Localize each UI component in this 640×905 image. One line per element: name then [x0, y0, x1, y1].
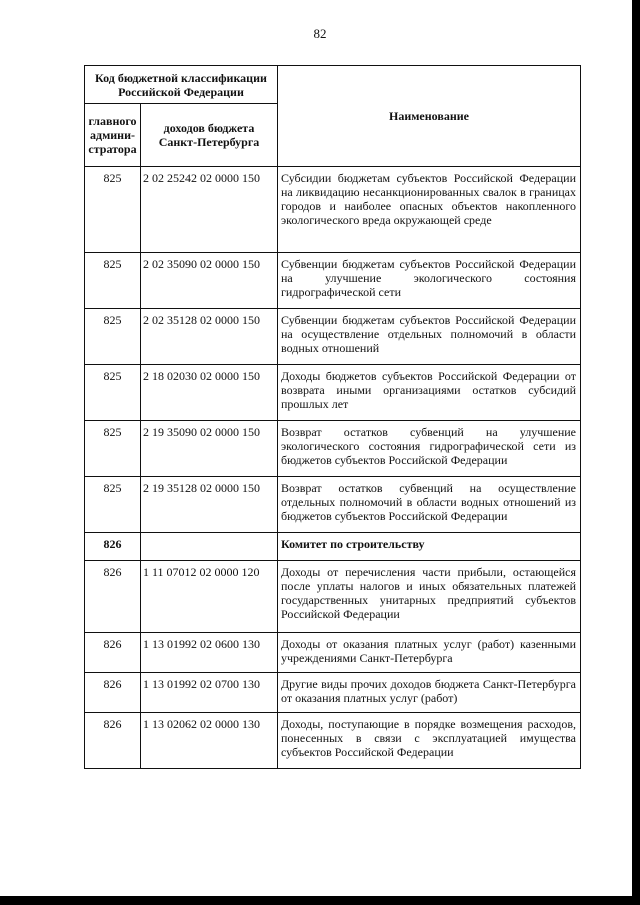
cell-revenue-code — [141, 533, 278, 561]
cell-revenue-code: 2 02 35090 02 0000 150 — [141, 253, 278, 309]
header-revenue-code: доходов бюджета Санкт-Петербурга — [141, 104, 278, 167]
header-name: Наименование — [278, 66, 581, 167]
table-row — [85, 713, 581, 769]
table-row — [85, 253, 581, 309]
scan-frame-right — [632, 0, 640, 905]
cell-revenue-code: 2 02 35128 02 0000 150 — [141, 309, 278, 365]
scan-frame-bottom — [0, 896, 640, 905]
table-row — [85, 421, 581, 477]
cell-revenue-name: Доходы от оказания платных услуг (работ) казенными учреждениями Санкт-Петербурга — [278, 633, 581, 673]
cell-revenue-code: 2 18 02030 02 0000 150 — [141, 365, 278, 421]
table-row — [85, 309, 581, 365]
cell-admin-code: 825 — [85, 365, 141, 421]
table-row — [85, 673, 581, 713]
cell-admin-code: 826 — [85, 533, 141, 561]
header-admin: главного админи-стратора — [85, 104, 141, 167]
cell-admin-code: 826 — [85, 633, 141, 673]
cell-revenue-name: Субвенции бюджетам субъектов Российской Федерации на улучшение экологического состояния гидрографической сети — [278, 253, 581, 309]
table-row — [85, 477, 581, 533]
cell-admin-code: 826 — [85, 713, 141, 769]
cell-revenue-name: Доходы, поступающие в порядке возмещения расходов, понесенных в связи с эксплуатацией имущества субъектов Российской Федерации — [278, 713, 581, 769]
cell-revenue-code: 1 13 01992 02 0700 130 — [141, 673, 278, 713]
cell-revenue-name: Доходы от перечисления части прибыли, остающейся после уплаты налогов и иных обязательных платежей государственных унитарных предприятий субъектов Российской Федерации — [278, 561, 581, 633]
cell-revenue-name: Комитет по строительству — [278, 533, 581, 561]
table-row — [85, 533, 581, 561]
cell-revenue-code: 1 13 02062 02 0000 130 — [141, 713, 278, 769]
budget-classification-table — [84, 65, 581, 769]
cell-admin-code: 825 — [85, 309, 141, 365]
cell-revenue-name: Возврат остатков субвенций на улучшение экологического состояния гидрографической сети из бюджетов субъектов Российской Федерации — [278, 421, 581, 477]
table-row — [85, 365, 581, 421]
table-row — [85, 633, 581, 673]
cell-revenue-name: Другие виды прочих доходов бюджета Санкт-Петербурга от оказания платных услуг (работ) — [278, 673, 581, 713]
cell-revenue-code: 1 11 07012 02 0000 120 — [141, 561, 278, 633]
cell-revenue-code: 2 19 35128 02 0000 150 — [141, 477, 278, 533]
table-row — [85, 561, 581, 633]
page-number: 82 — [313, 26, 327, 41]
cell-admin-code: 825 — [85, 477, 141, 533]
cell-revenue-name: Доходы бюджетов субъектов Российской Федерации от возврата иными организациями остатков субсидий прошлых лет — [278, 365, 581, 421]
cell-admin-code: 825 — [85, 421, 141, 477]
table-body — [85, 167, 581, 769]
cell-revenue-name: Субсидии бюджетам субъектов Российской Федерации на ликвидацию несанкционированных свалок в границах городов и наиболее опасных объектов накопленного экологического вреда окружающей среде — [278, 167, 581, 253]
cell-revenue-name: Субвенции бюджетам субъектов Российской Федерации на осуществление отдельных полномочий в области водных отношений — [278, 309, 581, 365]
header-budget-classification: Код бюджетной классификации Российской Федерации — [85, 66, 278, 104]
cell-revenue-code: 2 19 35090 02 0000 150 — [141, 421, 278, 477]
cell-revenue-code: 2 02 25242 02 0000 150 — [141, 167, 278, 253]
cell-revenue-name: Возврат остатков субвенций на осуществление отдельных полномочий в области водных отношений из бюджетов субъектов Российской Федерации — [278, 477, 581, 533]
cell-admin-code: 825 — [85, 253, 141, 309]
table-row — [85, 167, 581, 253]
cell-admin-code: 826 — [85, 561, 141, 633]
cell-admin-code: 826 — [85, 673, 141, 713]
cell-revenue-code: 1 13 01992 02 0600 130 — [141, 633, 278, 673]
cell-admin-code: 825 — [85, 167, 141, 253]
